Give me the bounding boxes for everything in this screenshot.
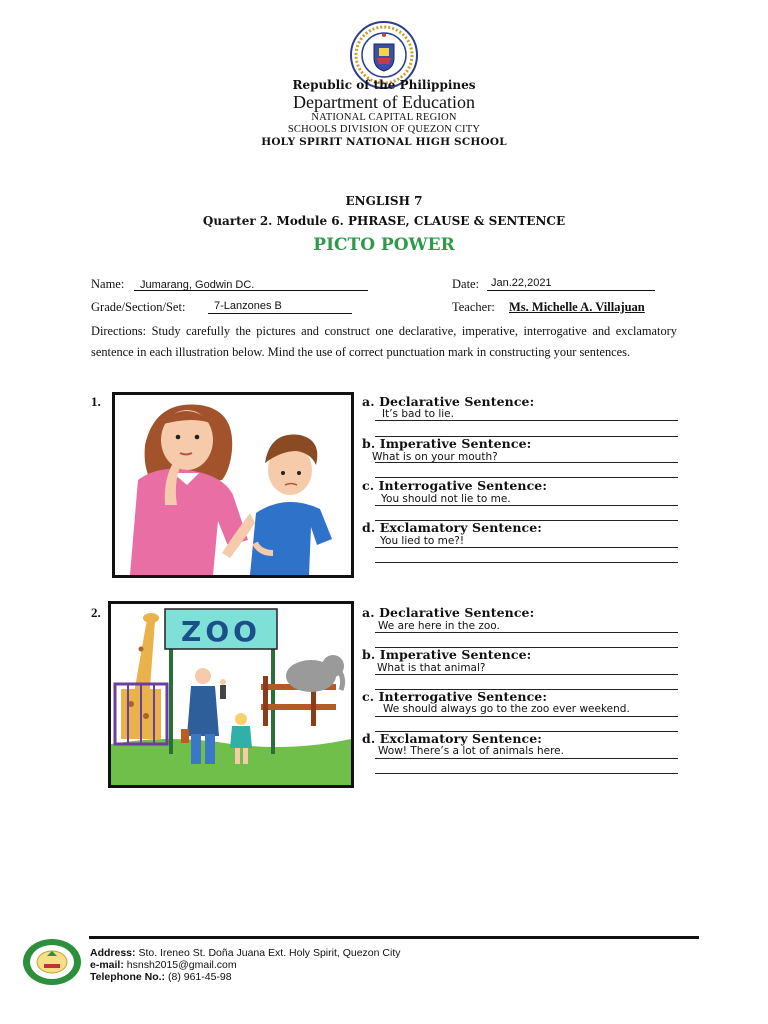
header-department: Department of Education xyxy=(293,92,475,112)
module-title: Quarter 2. Module 6. PHRASE, CLAUSE & SENTENCE xyxy=(202,214,566,228)
question-label: c. Interrogative Sentence: xyxy=(362,689,548,704)
name-value: Jumarang, Godwin DC. xyxy=(140,279,255,291)
footer-address xyxy=(90,947,400,959)
grade-label: Grade/Section/Set: xyxy=(91,300,186,314)
item-number: 1. xyxy=(91,394,101,409)
answer-text: We are here in the zoo. xyxy=(378,620,500,632)
activity-title: PICTO POWER xyxy=(313,235,455,255)
question-label: d. Exclamatory Sentence: xyxy=(362,520,542,535)
phone-label: Telephone No.: xyxy=(90,971,166,983)
zoo-sign-text: ZOO xyxy=(181,615,261,648)
subject-title: ENGLISH 7 xyxy=(345,194,423,208)
answer-line xyxy=(375,758,678,759)
header-school: HOLY SPIRIT NATIONAL HIGH SCHOOL xyxy=(261,136,507,148)
header-division: SCHOOLS DIVISION OF QUEZON CITY xyxy=(287,124,481,135)
answer-text: What is that animal? xyxy=(377,662,486,674)
item-number: 2. xyxy=(91,605,101,620)
answer-text: We should always go to the zoo ever weekend. xyxy=(383,703,630,715)
address-value: Sto. Ireneo St. Doña Juana Ext. Holy Spirit, Quezon City xyxy=(138,947,401,959)
answer-line xyxy=(375,505,678,506)
name-label: Name: xyxy=(91,277,125,291)
answer-text: What is on your mouth? xyxy=(372,451,498,463)
question-label: a. Declarative Sentence: xyxy=(362,605,535,620)
date-label: Date: xyxy=(452,277,480,291)
question-label: b. Imperative Sentence: xyxy=(362,436,532,451)
email-value: hsnsh2015@gmail.com xyxy=(126,959,237,971)
date-value: Jan.22,2021 xyxy=(491,277,552,289)
answer-line xyxy=(375,773,678,774)
answer-line xyxy=(375,562,678,563)
footer-email xyxy=(90,959,237,971)
grade-value: 7-Lanzones B xyxy=(214,300,282,312)
zoo-entrance-illustration xyxy=(108,601,354,788)
footer-divider xyxy=(89,936,699,939)
header-republic: Republic of the Philippines xyxy=(292,78,476,92)
answer-text: You should not lie to me. xyxy=(381,493,511,505)
school-logo xyxy=(22,938,82,986)
question-label: a. Declarative Sentence: xyxy=(362,394,535,409)
answer-line xyxy=(375,674,678,675)
phone-value: (8) 961-45-98 xyxy=(167,971,232,983)
answer-text: Wow! There’s a lot of animals here. xyxy=(378,745,564,757)
email-label: e-mail: xyxy=(90,959,124,971)
answer-line xyxy=(375,462,678,463)
teacher-value: Ms. Michelle A. Villajuan xyxy=(509,300,645,314)
answer-line xyxy=(375,632,678,633)
directions: Directions: Study carefully the pictures and construct one declarative, imperative, interrogative and exclamatory sentence in each illustration below. Mind the use of correct punctuation mark in constructing your sentences. xyxy=(91,324,677,359)
answer-text: It’s bad to lie. xyxy=(382,408,454,420)
question-label: b. Imperative Sentence: xyxy=(362,647,532,662)
footer-phone xyxy=(90,971,232,983)
teacher-label: Teacher: xyxy=(452,300,495,314)
address-label: Address: xyxy=(90,947,136,959)
answer-text: You lied to me?! xyxy=(380,535,465,547)
question-label: d. Exclamatory Sentence: xyxy=(362,731,542,746)
mother-and-boy-illustration xyxy=(112,392,354,578)
question-label: c. Interrogative Sentence: xyxy=(362,478,548,493)
answer-line xyxy=(375,547,678,548)
answer-line xyxy=(375,420,678,421)
answer-line xyxy=(375,716,678,717)
header-region: NATIONAL CAPITAL REGION xyxy=(311,112,457,123)
